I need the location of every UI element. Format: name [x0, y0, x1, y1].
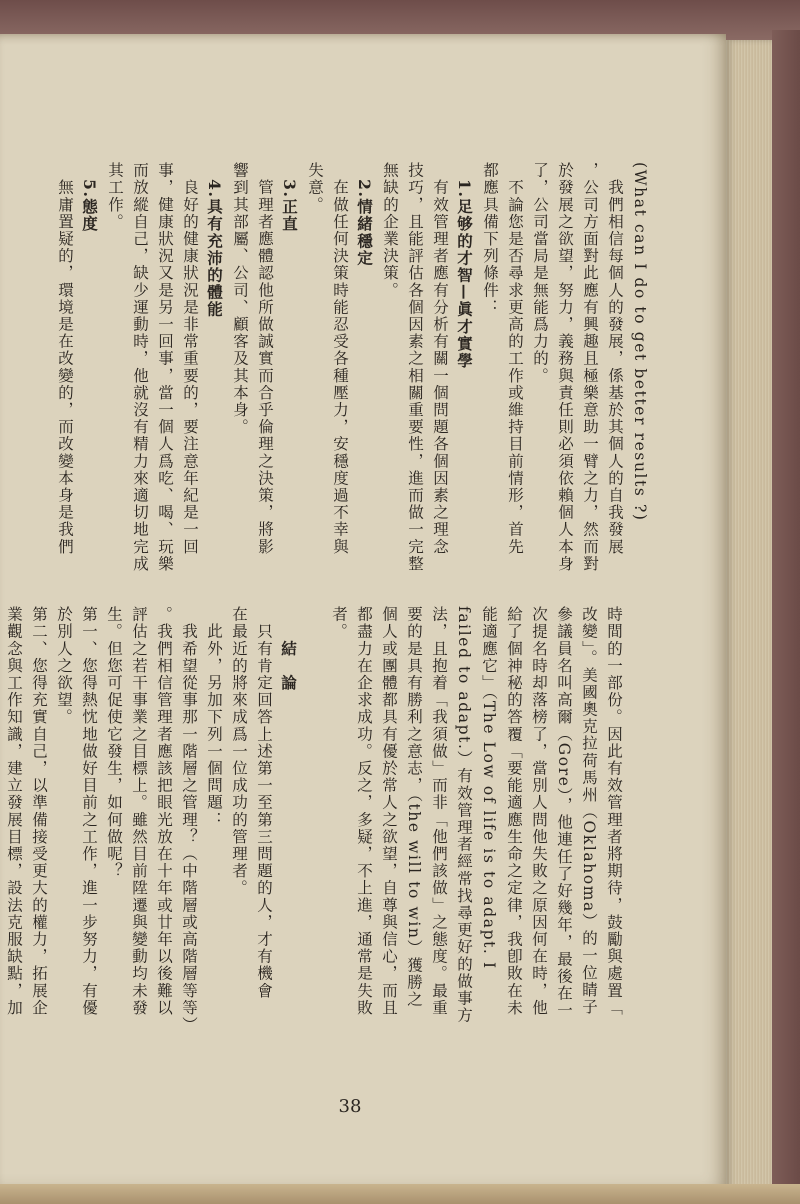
text-line: 無庸置疑的，環境是在改變的，而改變本身是我們	[56, 162, 74, 556]
section-heading: 5.態度	[80, 162, 99, 233]
text-line: 於發展之欲望，努力，義務與責任則必須依賴個人本身	[556, 162, 574, 573]
text-line: failed to adapt.）有效管理者經常找尋更好的做事方	[455, 606, 473, 1025]
text-line: 評估之若干事業之目標上。雖然目前陞遷與變動均未發	[130, 606, 148, 1017]
text-line: 都盡力在企求成功。反之，多疑，不上進，通常是失敗	[355, 606, 373, 1017]
page-stack-bottom	[0, 1184, 800, 1204]
text-line: 要的是具有勝利之意志，（the will to win）獲勝之	[405, 606, 423, 1008]
text-line: 給了個神秘的答覆「要能適應生命之定律，我卽敗在未	[505, 606, 523, 1017]
text-line: 無缺的企業決策。	[381, 162, 399, 299]
text-line: 我希望從事那一階層之管理？（中階層或高階層等等）	[180, 606, 198, 1034]
text-line: 其工作。	[106, 162, 124, 231]
text-line: 改變」。美國奧克拉荷馬州（Oklahoma）的一位睛子	[580, 606, 598, 1016]
text-line: 此外，另加下列一個問題：	[205, 606, 223, 829]
text-line: 響到其部屬、公司、顧客及其本身。	[231, 162, 249, 436]
text-line: 個人或團體都具有優於常人之欲望，自尊與信心，而且	[380, 606, 398, 1017]
text-line: 。我們相信管理者應該把眼光放在十年或廿年以後難以	[155, 606, 173, 1017]
text-line: 都應具備下列條件：	[481, 162, 499, 316]
section-heading: 2.情緒穩定	[355, 162, 374, 267]
text-line: 者。	[330, 606, 348, 641]
page-stack-edge	[726, 40, 772, 1190]
text-line: (What can I do to get better results ?)	[631, 162, 649, 522]
section-heading: 4.具有充沛的體能	[205, 162, 224, 319]
text-line: 而放縱自己，缺少運動時，他就沒有精力來適切地完成	[131, 162, 149, 573]
text-line: 管理者應體認他所做誠實而合乎倫理之決策，將影	[256, 162, 274, 556]
text-line: 在做任何決策時能忍受各種壓力，安穩度過不幸與	[331, 162, 349, 556]
text-line: 參議員名叫高爾（Gore），他連任了好幾年，最後在一	[555, 606, 573, 1020]
text-line: 次提名時却落榜了，當別人問他失敗之原因何在時，他	[530, 606, 548, 1017]
text-line: 有效管理者應有分析有關一個問題各個因素之理念	[431, 162, 449, 556]
text-line: 法，且抱着「我須做」而非「他們該做」之態度。最重	[430, 606, 448, 1017]
text-line: 不論您是否尋求更高的工作或維持目前情形，首先	[506, 162, 524, 556]
text-line: 在最近的將來成爲一位成功的管理者。	[230, 606, 248, 897]
text-line: 技巧，且能評估各個因素之相關重要性，進而做一完整	[406, 162, 424, 573]
text-line: 事，健康狀況又是另一回事，當一個人爲吃、喝、玩樂	[156, 162, 174, 573]
text-line: 失意。	[306, 162, 324, 214]
text-line: 良好的健康狀況是非常重要的，要注意年紀是一回	[181, 162, 199, 556]
text-line	[301, 606, 326, 1082]
section-heading: 1.足够的才智—眞才實學	[455, 162, 474, 370]
text-line: 只有肯定回答上述第一至第三問題的人，才有機會	[255, 606, 273, 1000]
text-line: 能適應它」（The Low of life is to adapt. I	[480, 606, 498, 970]
text-line: 第一、您得熱忱地做好目前之工作，進一步努力，有優	[80, 606, 98, 1017]
book-cover-right	[772, 30, 800, 1204]
text-line: 生。但您可促使它發生，如何做呢？	[105, 606, 123, 880]
text-line: 了，公司當局是無能爲力的。	[531, 162, 549, 385]
text-line: 我們相信每個人的發展，係基於其個人的自我發展	[606, 162, 624, 556]
section-heading: 3.正直	[280, 162, 299, 233]
text-line: ，公司方面對此應有興趣且極樂意助一臂之力，然而對	[581, 162, 599, 573]
top-text-block	[32, 162, 652, 634]
bottom-text-block	[6, 606, 626, 1082]
page-number: 38	[338, 1096, 362, 1117]
text-line: 業觀念與工作知識，建立發展目標，設法克服缺點，加	[5, 606, 23, 1017]
text-line: 第二、您得充實自己，以準備接受更大的權力，拓展企	[30, 606, 48, 1017]
section-heading: 結 論	[279, 606, 298, 692]
text-line: 於別人之欲望。	[55, 606, 73, 726]
book-page	[0, 34, 726, 1184]
text-line: 時間的一部份。因此有效管理者將期待，鼓勵與處置「	[605, 606, 623, 1017]
